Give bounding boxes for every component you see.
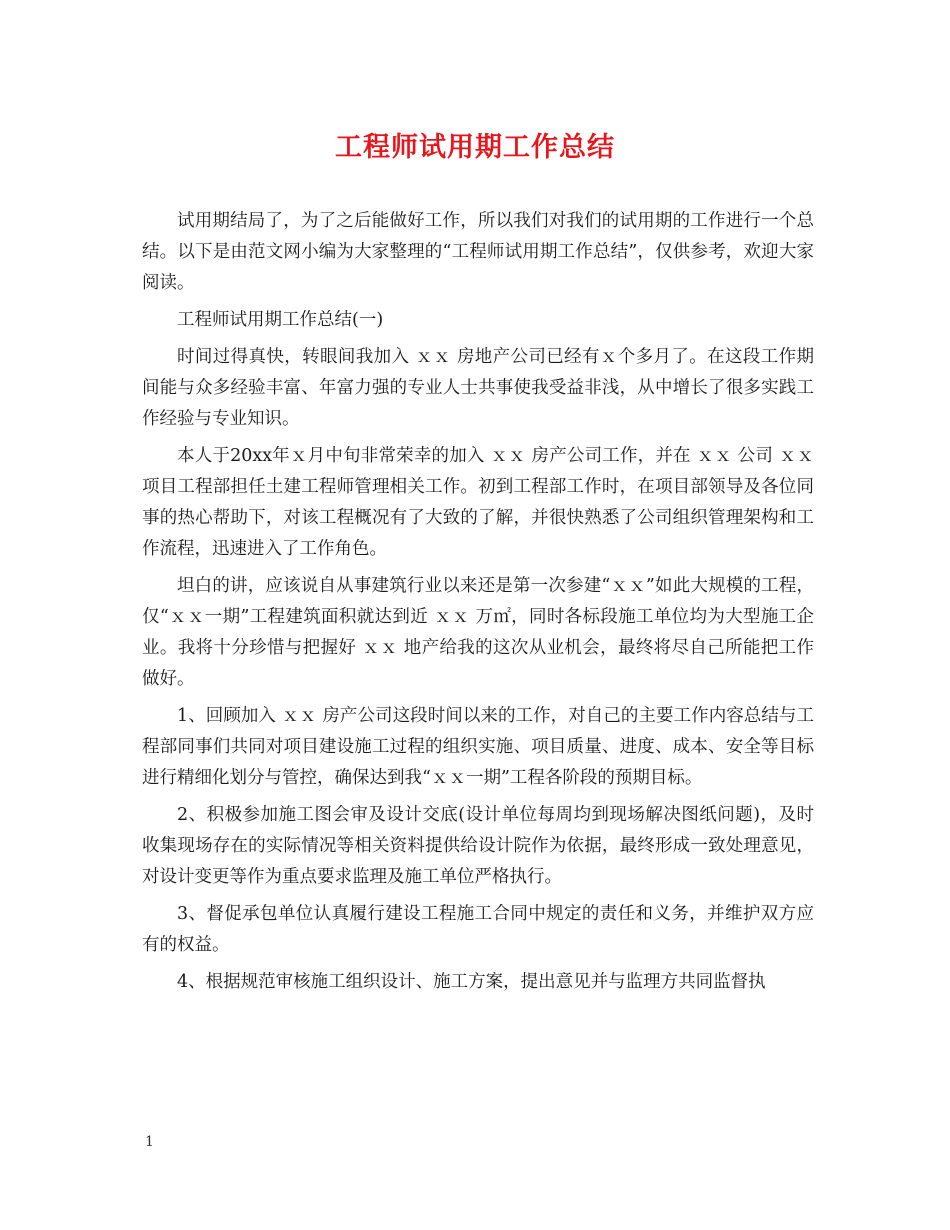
intro-paragraph: 试用期结局了，为了之后能做好工作，所以我们对我们的试用期的工作进行一个总结。以下是由范文网小编为大家整理的“工程师试用期工作总结”，仅供参考，欢迎大家阅读。 — [142, 211, 814, 293]
page-number: 1 — [145, 1134, 154, 1150]
document-body — [142, 206, 814, 1004]
section-heading: 工程师试用期工作总结(一) — [177, 310, 384, 330]
list-item: 4、根据规范审核施工组织设计、施工方案，提出意见并与监理方共同监督执 — [177, 972, 766, 992]
list-item: 3、督促承包单位认真履行建设工程施工合同中规定的责任和义务，并维护双方应有的权益。 — [142, 904, 814, 955]
list-item: 1、回顾加入 ｘｘ 房产公司这段时间以来的工作，对自己的主要工作内容总结与工程部同事们共同对项目建设施工过程的组织实施、项目质量、进度、成本、安全等目标进行精细化划分与管控，确保达到我“ｘｘ一期”工程各阶段的预期目标。 — [142, 706, 814, 788]
body-paragraph: 时间过得真快，转眼间我加入 ｘｘ 房地产公司已经有ｘ个多月了。在这段工作期间能与众多经验丰富、年富力强的专业人士共事使我受益非浅，从中增长了很多实践工作经验与专业知识。 — [142, 347, 814, 429]
list-item: 2、积极参加施工图会审及设计交底(设计单位每周均到现场解决图纸问题)，及时收集现场存在的实际情况等相关资料提供给设计院作为依据，最终形成一致处理意见，对设计变更等作为重点要求监理及施工单位严格执行。 — [142, 805, 814, 887]
body-paragraph: 本人于20xx年ｘ月中旬非常荣幸的加入 ｘｘ 房产公司工作，并在 ｘｘ 公司 ｘｘ 项目工程部担任土建工程师管理相关工作。初到工程部工作时，在项目部领导及各位同事的热心帮助下，对该工程概况有了大致的了解，并很快熟悉了公司组织管理架构和工作流程，迅速进入了工作角色。 — [142, 446, 814, 559]
body-paragraph: 坦白的讲，应该说自从事建筑行业以来还是第一次参建“ｘｘ”如此大规模的工程，仅“ｘｘ一期”工程建筑面积就达到近 ｘｘ 万㎡，同时各标段施工单位均为大型施工企业。我将十分珍惜与把握好 ｘｘ 地产给我的这次从业机会，最终将尽自己所能把工作做好。 — [142, 576, 814, 689]
document-title: 工程师试用期工作总结 — [335, 132, 615, 163]
